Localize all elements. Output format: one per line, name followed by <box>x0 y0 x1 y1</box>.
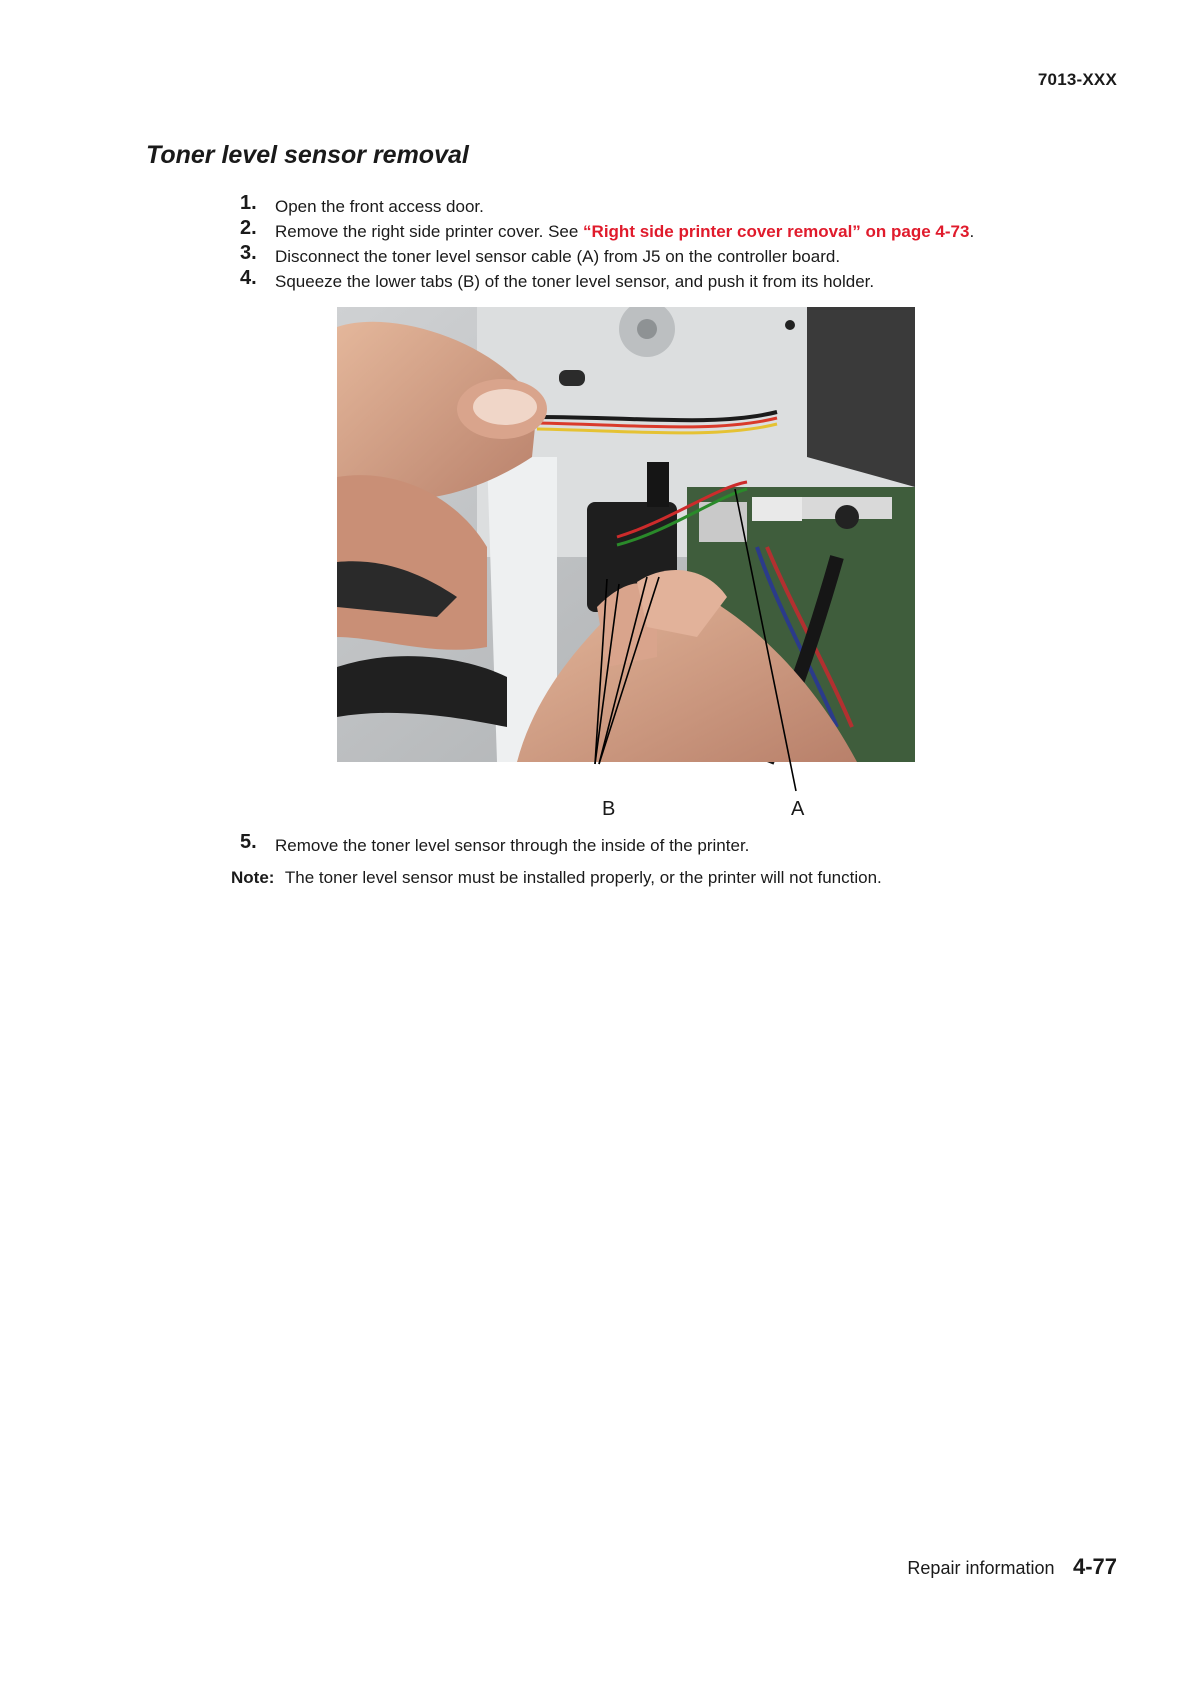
step-text: Remove the toner level sensor through the inside of the printer. <box>275 836 750 855</box>
step-5 <box>240 831 1080 861</box>
section-title: Toner level sensor removal <box>146 141 469 169</box>
step-text: Squeeze the lower tabs (B) of the toner level sensor, and push it from its holder. <box>275 272 875 291</box>
step-3 <box>240 242 1080 272</box>
sensor-removal-figure <box>337 307 915 822</box>
document-code: 7013-XXX <box>1037 70 1117 89</box>
step-number: 2. <box>240 217 257 239</box>
step-text: Disconnect the toner level sensor cable (A) from J5 on the controller board. <box>275 247 841 266</box>
footer-section-name: Repair information <box>907 1558 1055 1578</box>
page-footer <box>907 1554 1117 1580</box>
step-number: 1. <box>240 192 257 214</box>
step-1 <box>240 192 1080 222</box>
step-2 <box>240 217 1080 247</box>
step-4 <box>240 267 1080 297</box>
step-text-tail: . <box>969 222 975 241</box>
note-text: The toner level sensor must be installed properly, or the printer will not function. <box>284 868 882 887</box>
cross-reference-link[interactable]: “Right side printer cover removal” on page 4-73 <box>583 222 970 241</box>
page-number: 4-77 <box>1072 1554 1117 1579</box>
step-text: Open the front access door. <box>275 197 484 216</box>
step-number: 5. <box>240 831 257 853</box>
step-number: 4. <box>240 267 257 289</box>
step-number: 3. <box>240 242 257 264</box>
callout-a: A <box>791 798 805 820</box>
step-text <box>275 222 974 242</box>
gear-housing <box>807 307 915 487</box>
sensor-removal-photo <box>337 307 915 822</box>
note <box>231 868 882 888</box>
note-label: Note: <box>231 868 275 887</box>
callout-b: B <box>602 798 616 820</box>
procedure-steps <box>240 192 1080 297</box>
step-text-lead: Remove the right side printer cover. See <box>275 222 584 241</box>
